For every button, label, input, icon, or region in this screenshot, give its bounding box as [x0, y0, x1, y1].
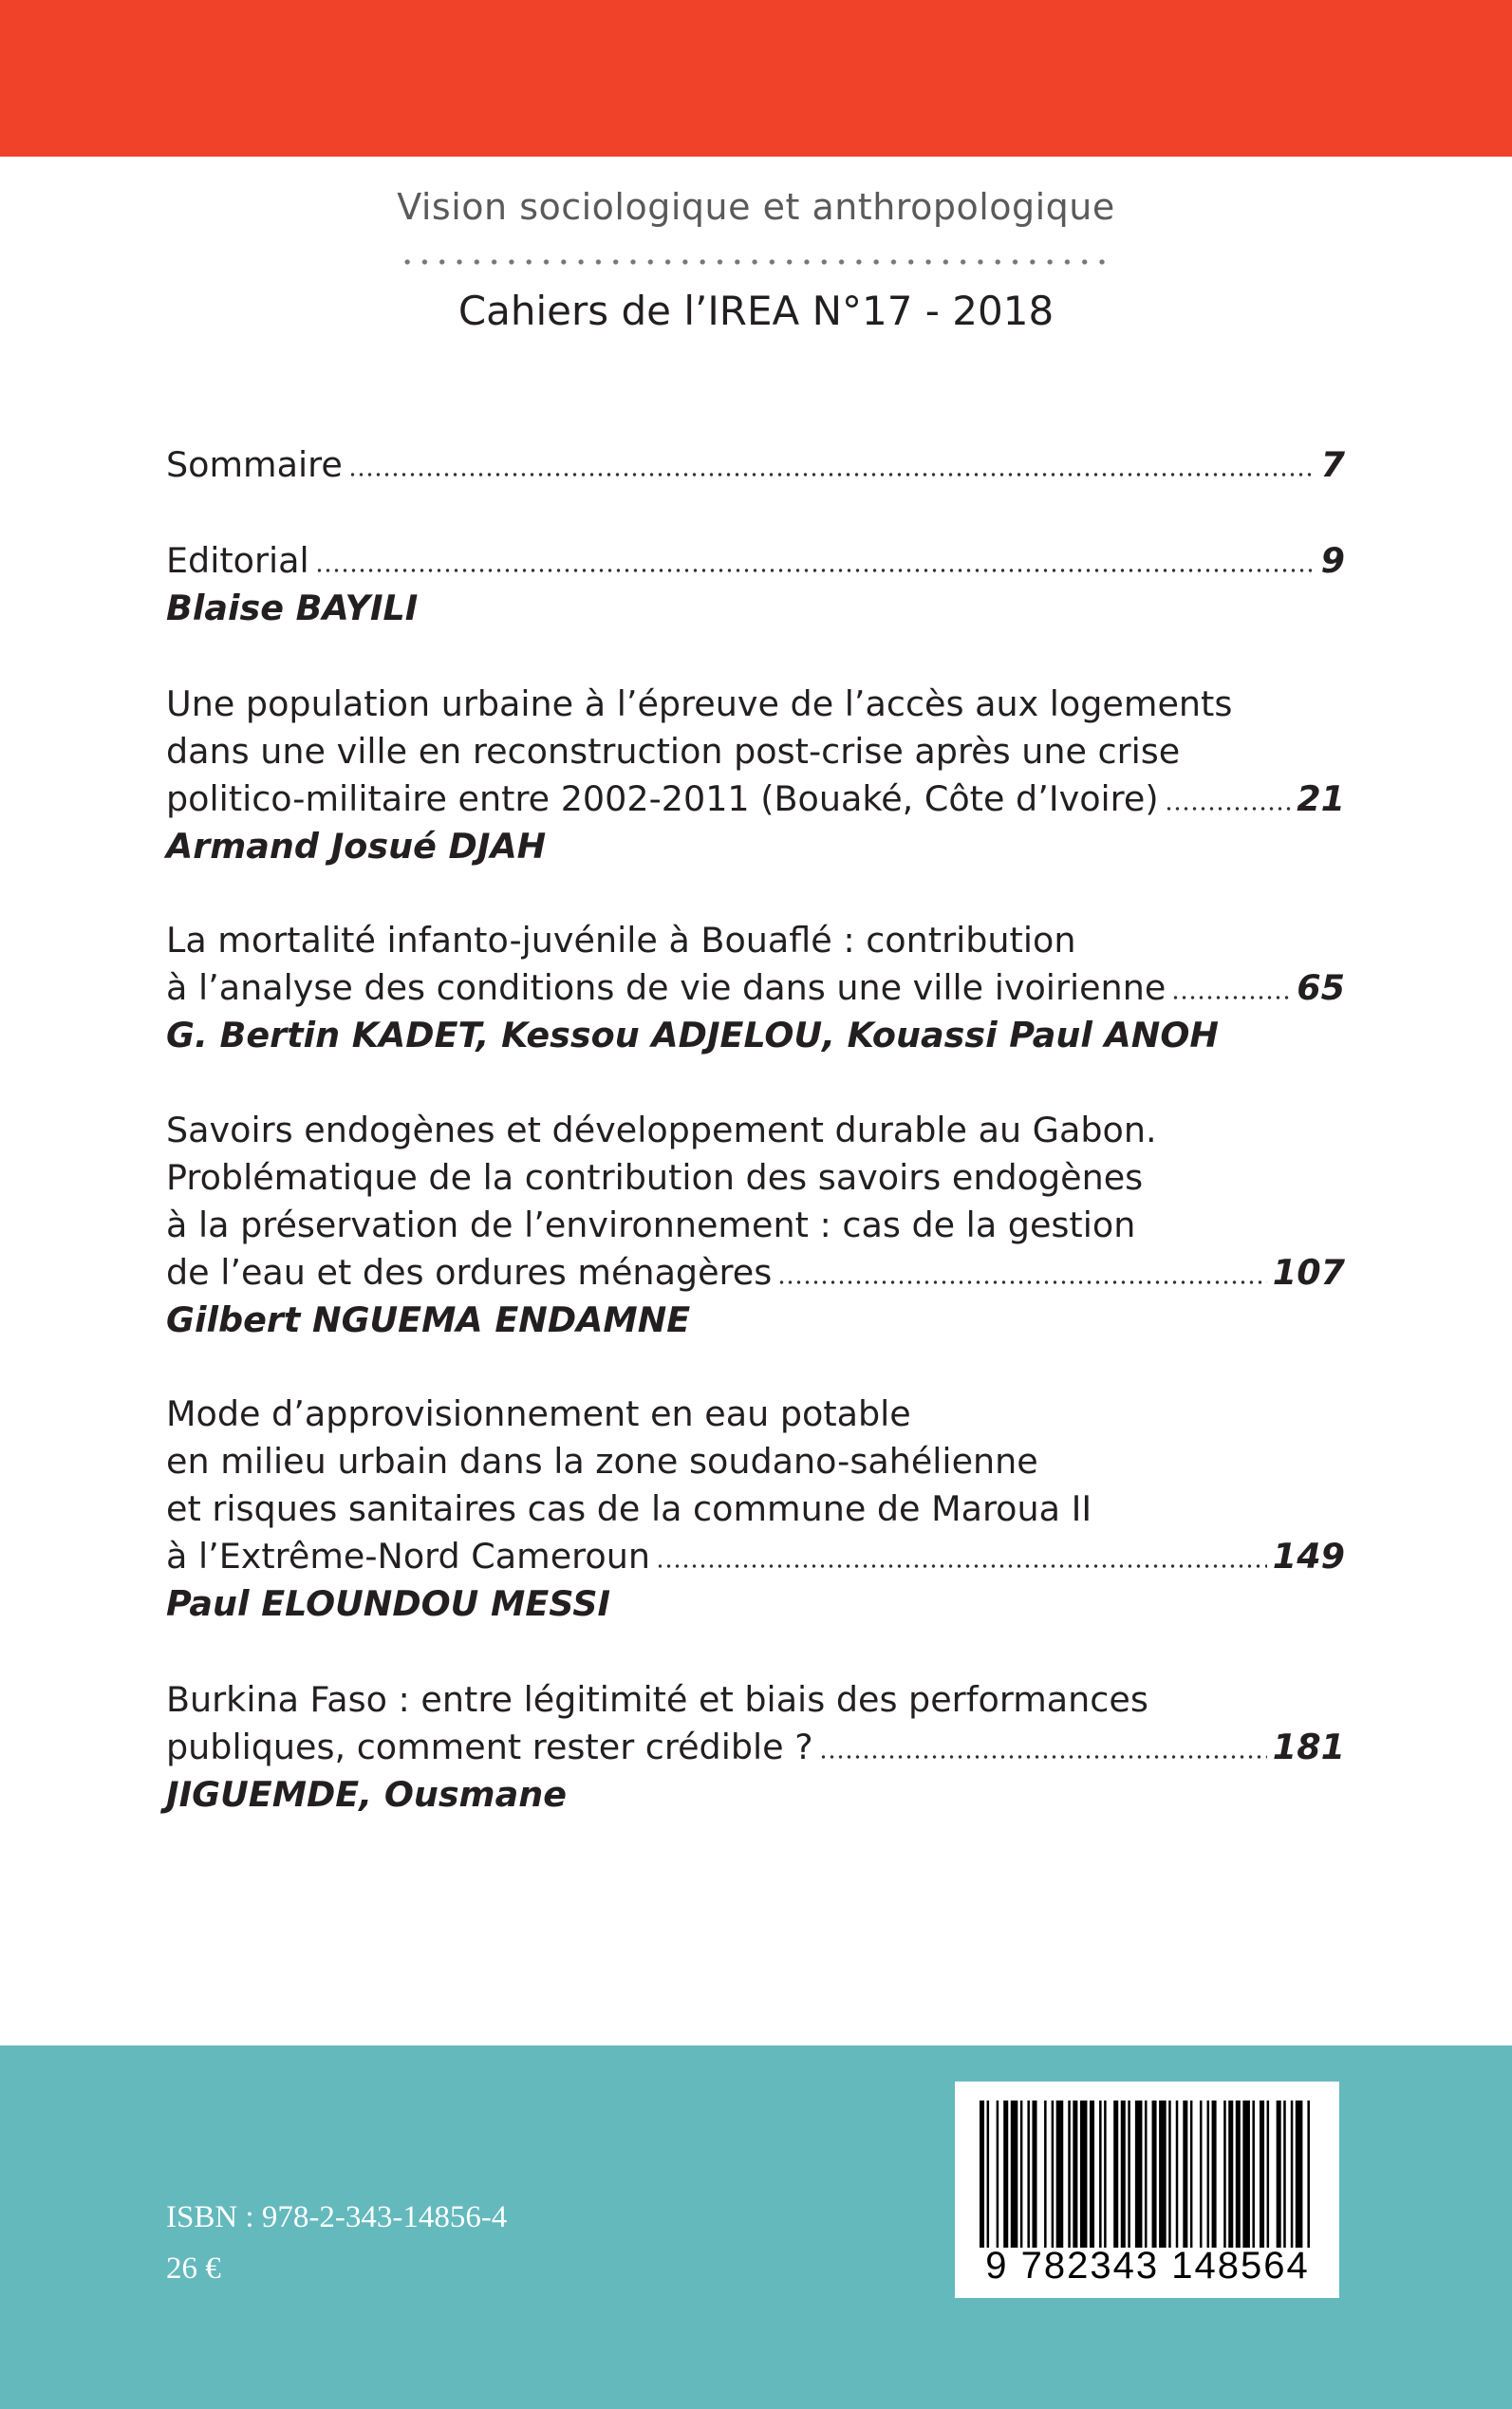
toc-author: Blaise BAYILI — [166, 588, 419, 628]
toc-line — [166, 964, 1345, 1012]
toc-line — [166, 1249, 1345, 1297]
dot-leader — [315, 569, 1316, 572]
top-color-band — [0, 0, 1512, 157]
toc-line — [166, 775, 1345, 823]
dot-leader — [656, 1564, 1267, 1568]
toc-page-number: 65 — [1297, 967, 1345, 1008]
toc-page-number: 7 — [1320, 444, 1345, 485]
toc-line — [166, 441, 1345, 489]
toc-page-number: 107 — [1272, 1252, 1345, 1293]
toc-title-line: Burkina Faso : entre légitimité et biais des performances — [166, 1679, 1148, 1720]
toc-author: Armand Josué DJAH — [166, 826, 547, 867]
dot-leader — [348, 473, 1316, 476]
toc-entry-article-4 — [166, 1391, 1345, 1628]
toc-title-line: à la préservation de l’environnement : cas de la gestion — [166, 1204, 1136, 1245]
barcode — [955, 2082, 1339, 2298]
toc-title: Editorial — [166, 540, 309, 581]
toc-line — [166, 537, 1345, 585]
toc-entry-article-3 — [166, 1107, 1345, 1344]
toc-line — [166, 1724, 1345, 1771]
toc-title: à l’Extrême-Nord Cameroun — [166, 1536, 650, 1577]
toc-author: JIGUEMDE, Ousmane — [166, 1774, 567, 1815]
series-title: Vision sociologique et anthropologique — [397, 186, 1115, 228]
toc-title: publiques, comment rester crédible ? — [166, 1727, 813, 1767]
toc-title-line: dans une ville en reconstruction post-crise après une crise — [166, 731, 1181, 772]
toc-entry-article-5 — [166, 1676, 1345, 1819]
dot-leader — [819, 1755, 1267, 1759]
toc-author: Paul ELOUNDOU MESSI — [166, 1583, 611, 1624]
dot-leader — [1165, 807, 1292, 811]
barcode-bars-icon — [980, 2101, 1315, 2248]
toc-title-line: Une population urbaine à l’épreuve de l’accès aux logements — [166, 683, 1233, 724]
toc-title: Sommaire — [166, 444, 343, 485]
toc-title-line: en milieu urbain dans la zone soudano-sahélienne — [166, 1441, 1038, 1482]
toc-title: à l’analyse des conditions de vie dans une ville ivoirienne — [166, 967, 1167, 1008]
toc-title-line: et risques sanitaires cas de la commune de Maroua II — [166, 1488, 1092, 1529]
dot-leader — [1171, 996, 1291, 999]
isbn-text: ISBN : 978-2-343-14856-4 — [166, 2200, 508, 2234]
toc-title-line: Problématique de la contribution des savoirs endogènes — [166, 1157, 1144, 1198]
toc-entry-article-2 — [166, 917, 1345, 1059]
dotted-divider — [399, 258, 1111, 266]
toc-page-number: 181 — [1272, 1727, 1345, 1767]
toc-title-line: Savoirs endogènes et développement durable au Gabon. — [166, 1110, 1157, 1150]
price-text: 26 € — [166, 2251, 221, 2286]
toc-page-number: 9 — [1320, 540, 1345, 581]
toc-title-line: La mortalité infanto-juvénile à Bouaflé : contribution — [166, 920, 1076, 961]
toc-title: de l’eau et des ordures ménagères — [166, 1252, 773, 1293]
toc-entry-article-1 — [166, 681, 1345, 870]
toc-entry-sommaire — [166, 441, 1345, 489]
toc-line — [166, 1533, 1345, 1580]
toc-author: G. Bertin KADET, Kessou ADJELOU, Kouassi Paul ANOH — [166, 1015, 1219, 1055]
journal-title: Cahiers de l’IREA N°17 - 2018 — [457, 288, 1055, 334]
toc-entry-editorial — [166, 537, 1345, 632]
toc-page-number: 149 — [1272, 1536, 1345, 1577]
dot-leader — [777, 1280, 1267, 1284]
toc-page-number: 21 — [1297, 778, 1345, 819]
barcode-number: 9 782343 148564 — [985, 2245, 1310, 2287]
toc-author: Gilbert NGUEMA ENDAMNE — [166, 1299, 691, 1340]
toc-title: politico-militaire entre 2002-2011 (Bouaké, Côte d’Ivoire) — [166, 778, 1159, 819]
toc-title-line: Mode d’approvisionnement en eau potable — [166, 1393, 911, 1434]
